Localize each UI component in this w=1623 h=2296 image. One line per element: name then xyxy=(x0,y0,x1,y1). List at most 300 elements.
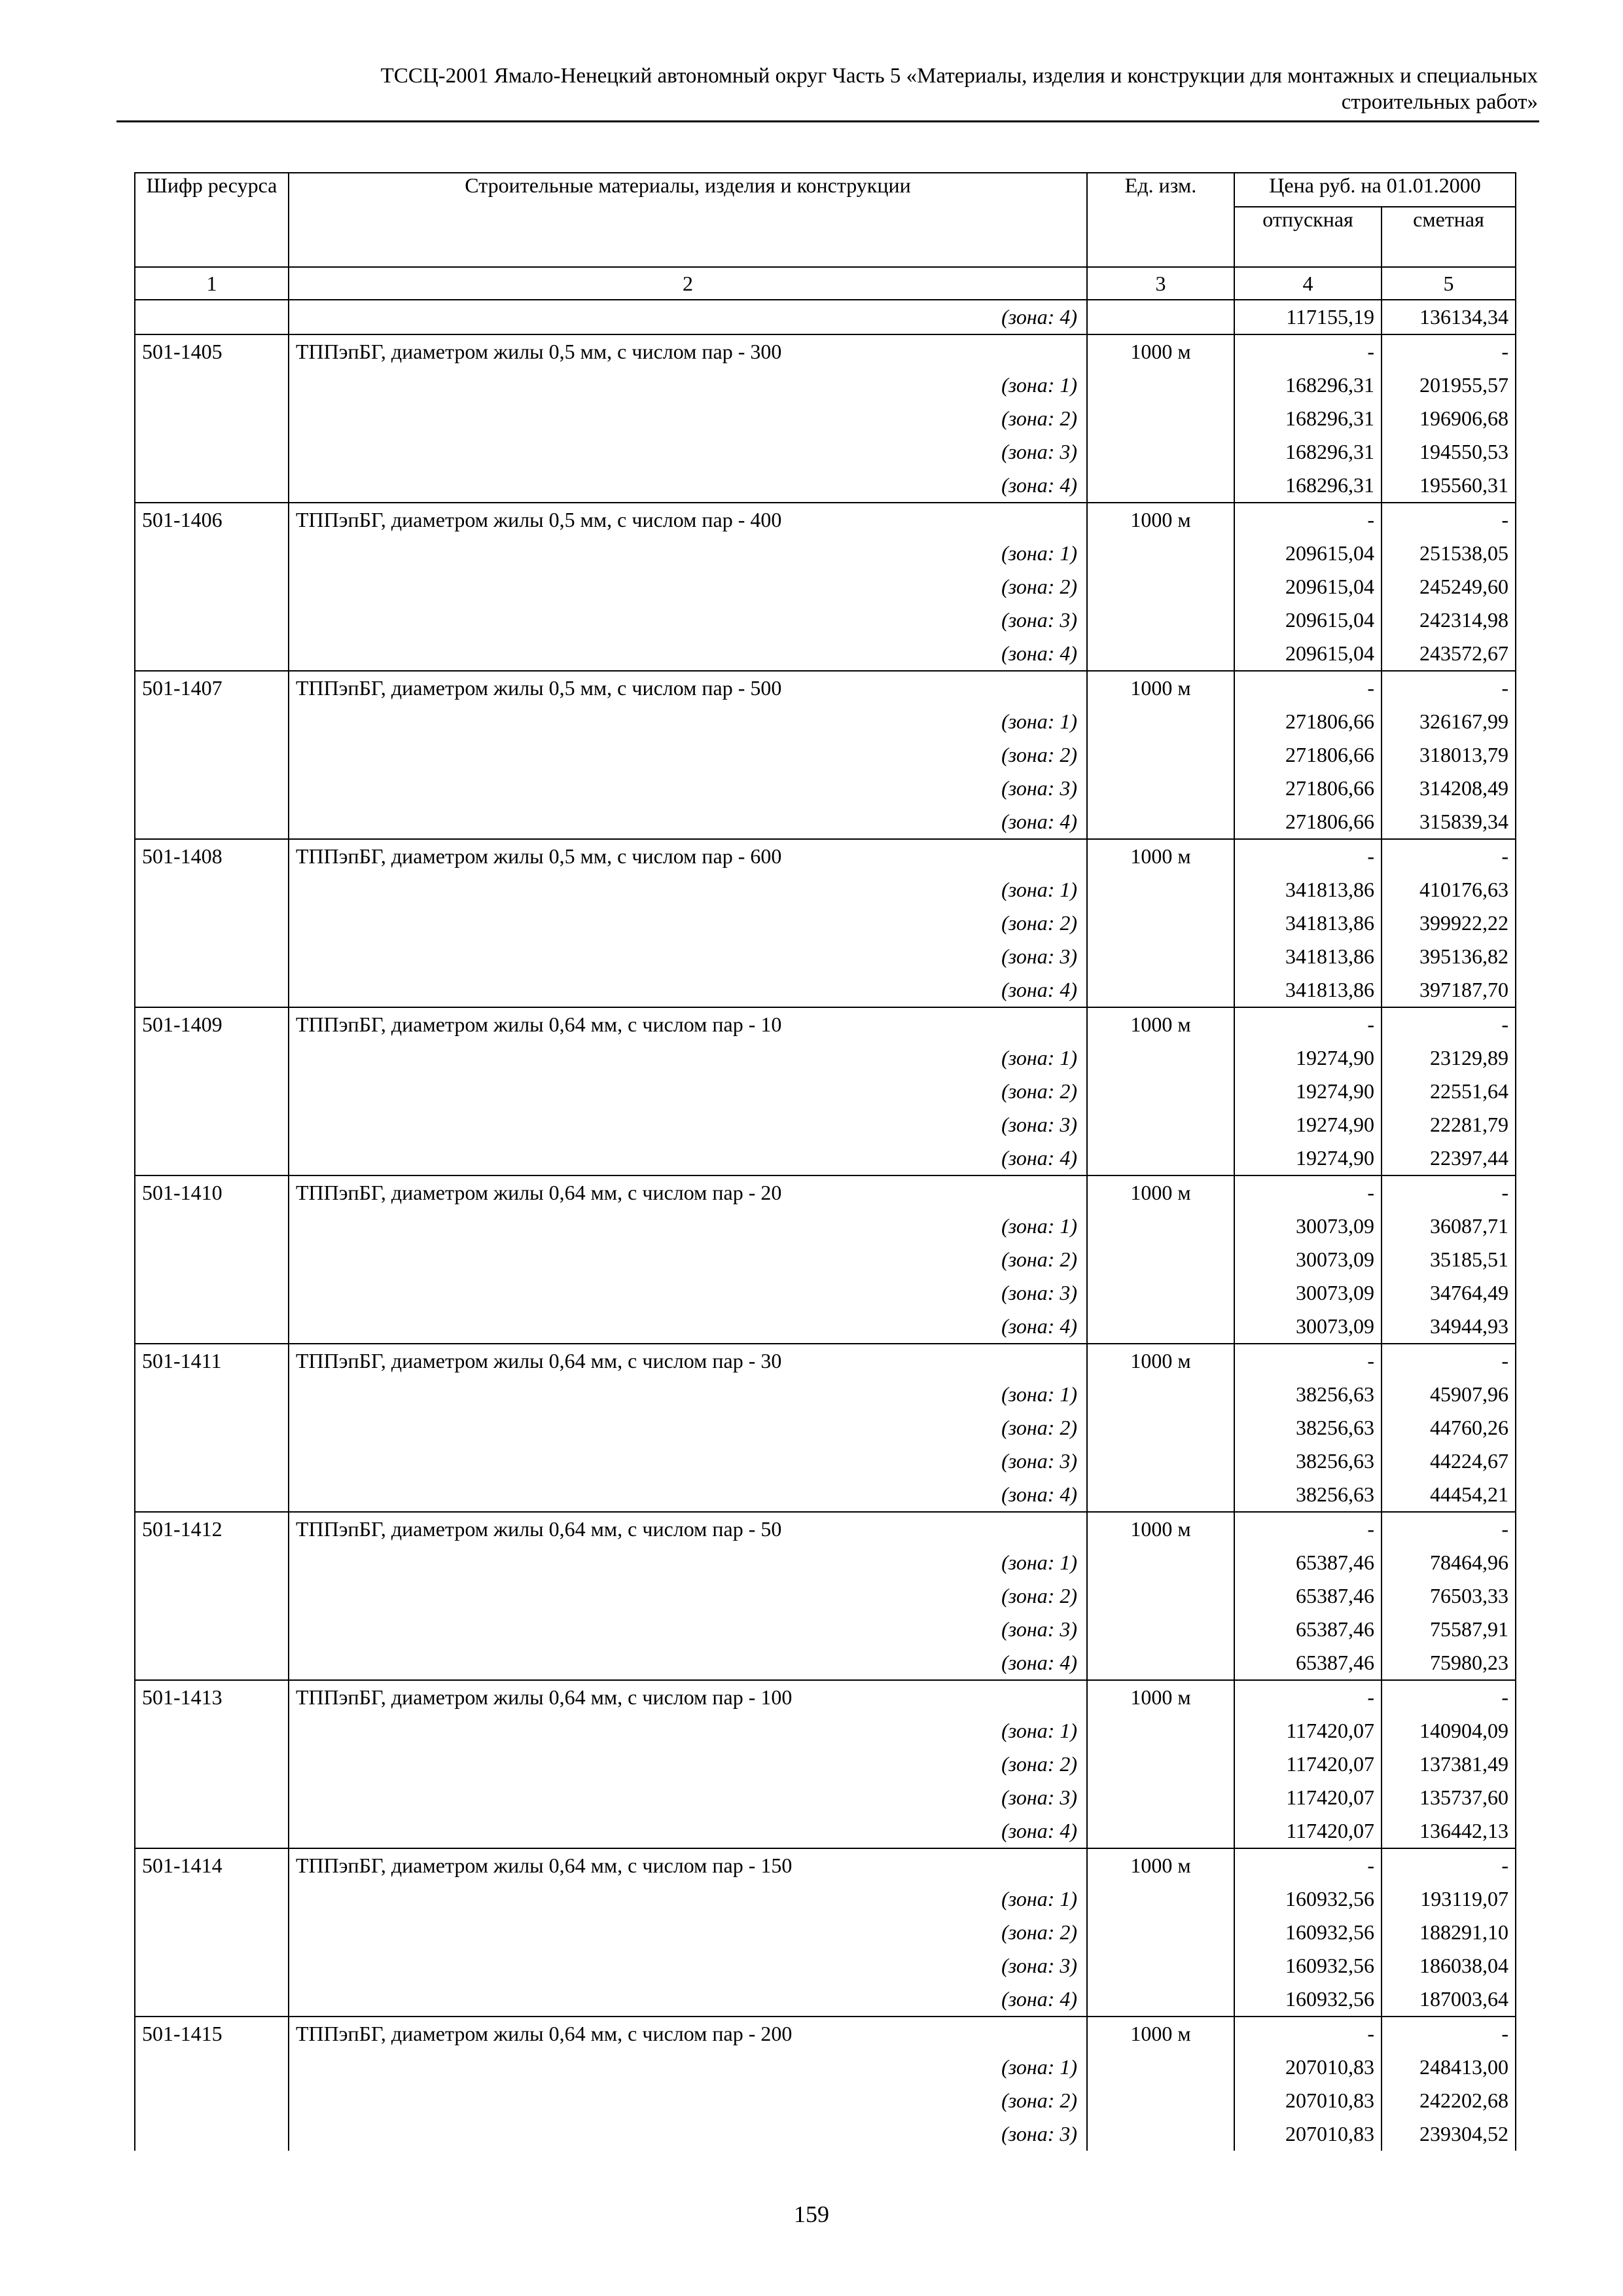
estimate-price: 314208,49 xyxy=(1382,772,1516,805)
zone-row xyxy=(135,1748,1516,1781)
zone-row xyxy=(135,603,1516,637)
unit-cell xyxy=(1087,1882,1234,1916)
code-cell xyxy=(135,906,289,940)
unit-cell: 1000 м xyxy=(1087,1512,1234,1546)
carryover-row xyxy=(135,300,1516,334)
estimate-price: - xyxy=(1382,1175,1516,1210)
table-row xyxy=(135,1680,1516,1714)
zone-row xyxy=(135,973,1516,1007)
release-price: 30073,09 xyxy=(1234,1276,1382,1310)
release-price: 209615,04 xyxy=(1234,603,1382,637)
estimate-price: 36087,71 xyxy=(1382,1210,1516,1243)
code-cell xyxy=(135,940,289,973)
zone-row xyxy=(135,805,1516,839)
unit-cell xyxy=(1087,435,1234,469)
material-name: ТППэпБГ, диаметром жилы 0,5 мм, с числом пар - 400 xyxy=(289,503,1087,537)
zone-row xyxy=(135,1411,1516,1444)
col-header-code: Шифр ресурса xyxy=(135,173,289,267)
unit-cell xyxy=(1087,1916,1234,1949)
zone-row xyxy=(135,1108,1516,1141)
estimate-price: 248413,00 xyxy=(1382,2051,1516,2084)
unit-cell xyxy=(1087,1108,1234,1141)
material-name: ТППэпБГ, диаметром жилы 0,5 мм, с числом пар - 600 xyxy=(289,839,1087,873)
code-cell xyxy=(135,1141,289,1175)
release-price: 271806,66 xyxy=(1234,805,1382,839)
code-cell xyxy=(135,873,289,906)
unit-cell xyxy=(1087,1276,1234,1310)
estimate-price: 242314,98 xyxy=(1382,603,1516,637)
zone-row xyxy=(135,1646,1516,1680)
table-row xyxy=(135,1007,1516,1041)
code-cell xyxy=(135,1949,289,1982)
zone-row xyxy=(135,906,1516,940)
zone-row xyxy=(135,469,1516,503)
table-row xyxy=(135,1344,1516,1378)
zone-label: (зона: 3) xyxy=(289,772,1087,805)
unit-cell xyxy=(1087,537,1234,570)
code-cell xyxy=(135,1276,289,1310)
release-price: 117155,19 xyxy=(1234,300,1382,334)
estimate-price: 75980,23 xyxy=(1382,1646,1516,1680)
col-header-estimate: сметная xyxy=(1382,207,1516,267)
code-cell xyxy=(135,1378,289,1411)
material-name: ТППэпБГ, диаметром жилы 0,5 мм, с числом пар - 300 xyxy=(289,334,1087,368)
estimate-price: 239304,52 xyxy=(1382,2117,1516,2151)
zone-label: (зона: 4) xyxy=(289,805,1087,839)
unit-cell xyxy=(1087,873,1234,906)
release-price: 207010,83 xyxy=(1234,2051,1382,2084)
header-rule xyxy=(116,120,1539,122)
estimate-price: 410176,63 xyxy=(1382,873,1516,906)
estimate-price: 326167,99 xyxy=(1382,705,1516,738)
resource-code: 501-1406 xyxy=(135,503,289,537)
unit-cell xyxy=(1087,603,1234,637)
estimate-price: 135737,60 xyxy=(1382,1781,1516,1814)
zone-row xyxy=(135,1882,1516,1916)
release-price: - xyxy=(1234,503,1382,537)
unit-cell xyxy=(1087,1982,1234,2017)
estimate-price: 243572,67 xyxy=(1382,637,1516,671)
code-cell xyxy=(135,1075,289,1108)
code-cell xyxy=(135,435,289,469)
estimate-price: - xyxy=(1382,2017,1516,2051)
estimate-price: - xyxy=(1382,1512,1516,1546)
unit-cell xyxy=(1087,1546,1234,1579)
unit-cell xyxy=(1087,1579,1234,1613)
release-price: 271806,66 xyxy=(1234,738,1382,772)
unit-cell xyxy=(1087,940,1234,973)
zone-label: (зона: 4) xyxy=(289,1478,1087,1512)
table-row xyxy=(135,671,1516,705)
code-cell xyxy=(135,1579,289,1613)
release-price: 19274,90 xyxy=(1234,1141,1382,1175)
zone-label: (зона: 2) xyxy=(289,1748,1087,1781)
unit-cell xyxy=(1087,2117,1234,2151)
zone-label: (зона: 1) xyxy=(289,2051,1087,2084)
code-cell xyxy=(135,1243,289,1276)
unit-cell xyxy=(1087,1781,1234,1814)
release-price: - xyxy=(1234,671,1382,705)
unit-cell xyxy=(1087,637,1234,671)
release-price: - xyxy=(1234,839,1382,873)
release-price: 168296,31 xyxy=(1234,368,1382,402)
zone-label: (зона: 2) xyxy=(289,1916,1087,1949)
estimate-price: 22551,64 xyxy=(1382,1075,1516,1108)
unit-cell xyxy=(1087,300,1234,334)
estimate-price: - xyxy=(1382,839,1516,873)
estimate-price: 44454,21 xyxy=(1382,1478,1516,1512)
zone-row xyxy=(135,1714,1516,1748)
estimate-price: 45907,96 xyxy=(1382,1378,1516,1411)
release-price: 209615,04 xyxy=(1234,570,1382,603)
resource-code: 501-1410 xyxy=(135,1175,289,1210)
zone-row xyxy=(135,1310,1516,1344)
code-cell xyxy=(135,570,289,603)
code-cell xyxy=(135,402,289,435)
table-row xyxy=(135,334,1516,368)
release-price: 19274,90 xyxy=(1234,1075,1382,1108)
estimate-price: 186038,04 xyxy=(1382,1949,1516,1982)
page-number: 159 xyxy=(794,2201,829,2227)
zone-row xyxy=(135,1210,1516,1243)
zone-row xyxy=(135,1814,1516,1848)
code-cell xyxy=(135,1411,289,1444)
zone-label: (зона: 1) xyxy=(289,1210,1087,1243)
release-price: 38256,63 xyxy=(1234,1378,1382,1411)
zone-label: (зона: 1) xyxy=(289,368,1087,402)
col-header-unit: Ед. изм. xyxy=(1087,173,1234,267)
table-row xyxy=(135,839,1516,873)
unit-cell xyxy=(1087,368,1234,402)
resource-code: 501-1407 xyxy=(135,671,289,705)
estimate-price: 140904,09 xyxy=(1382,1714,1516,1748)
release-price: 160932,56 xyxy=(1234,1916,1382,1949)
zone-label: (зона: 3) xyxy=(289,435,1087,469)
release-price: 168296,31 xyxy=(1234,435,1382,469)
unit-cell xyxy=(1087,705,1234,738)
material-name: ТППэпБГ, диаметром жилы 0,64 мм, с числом пар - 10 xyxy=(289,1007,1087,1041)
release-price: - xyxy=(1234,1512,1382,1546)
release-price: 19274,90 xyxy=(1234,1108,1382,1141)
material-name: ТППэпБГ, диаметром жилы 0,64 мм, с числом пар - 30 xyxy=(289,1344,1087,1378)
zone-label: (зона: 4) xyxy=(289,637,1087,671)
zone-label: (зона: 4) xyxy=(289,1646,1087,1680)
unit-cell xyxy=(1087,1814,1234,1848)
code-cell xyxy=(135,2084,289,2117)
unit-cell xyxy=(1087,1714,1234,1748)
zone-label: (зона: 4) xyxy=(289,973,1087,1007)
estimate-price: 35185,51 xyxy=(1382,1243,1516,1276)
zone-label: (зона: 4) xyxy=(289,1310,1087,1344)
estimate-price: 397187,70 xyxy=(1382,973,1516,1007)
release-price: 65387,46 xyxy=(1234,1546,1382,1579)
zone-row xyxy=(135,772,1516,805)
estimate-price: 196906,68 xyxy=(1382,402,1516,435)
zone-label: (зона: 1) xyxy=(289,1714,1087,1748)
zone-row xyxy=(135,1579,1516,1613)
code-cell xyxy=(135,973,289,1007)
zone-row xyxy=(135,1243,1516,1276)
release-price: 207010,83 xyxy=(1234,2117,1382,2151)
release-price: 207010,83 xyxy=(1234,2084,1382,2117)
code-cell xyxy=(135,1613,289,1646)
material-name: ТППэпБГ, диаметром жилы 0,64 мм, с числом пар - 20 xyxy=(289,1175,1087,1210)
unit-cell xyxy=(1087,1041,1234,1075)
zone-row xyxy=(135,1276,1516,1310)
unit-cell xyxy=(1087,1210,1234,1243)
release-price: 30073,09 xyxy=(1234,1310,1382,1344)
zone-row xyxy=(135,435,1516,469)
unit-cell xyxy=(1087,1444,1234,1478)
estimate-price: 22281,79 xyxy=(1382,1108,1516,1141)
estimate-price: 318013,79 xyxy=(1382,738,1516,772)
code-cell xyxy=(135,805,289,839)
code-cell xyxy=(135,738,289,772)
zone-label: (зона: 3) xyxy=(289,603,1087,637)
col-number: 1 xyxy=(135,267,289,300)
material-name: ТППэпБГ, диаметром жилы 0,64 мм, с числом пар - 100 xyxy=(289,1680,1087,1714)
release-price: 209615,04 xyxy=(1234,537,1382,570)
estimate-price: 251538,05 xyxy=(1382,537,1516,570)
code-cell xyxy=(135,368,289,402)
code-cell xyxy=(135,537,289,570)
unit-cell: 1000 м xyxy=(1087,1175,1234,1210)
estimate-price: - xyxy=(1382,334,1516,368)
resource-code: 501-1408 xyxy=(135,839,289,873)
zone-row xyxy=(135,1378,1516,1411)
zone-row xyxy=(135,2117,1516,2151)
zone-label: (зона: 3) xyxy=(289,1444,1087,1478)
zone-row xyxy=(135,940,1516,973)
unit-cell xyxy=(1087,1748,1234,1781)
table-row xyxy=(135,1175,1516,1210)
code-cell xyxy=(135,1108,289,1141)
release-price: 38256,63 xyxy=(1234,1478,1382,1512)
unit-cell: 1000 м xyxy=(1087,503,1234,537)
estimate-price: 201955,57 xyxy=(1382,368,1516,402)
unit-cell: 1000 м xyxy=(1087,839,1234,873)
release-price: 168296,31 xyxy=(1234,402,1382,435)
table-row xyxy=(135,503,1516,537)
zone-row xyxy=(135,1141,1516,1175)
unit-cell: 1000 м xyxy=(1087,1344,1234,1378)
estimate-price: 137381,49 xyxy=(1382,1748,1516,1781)
zone-label: (зона: 3) xyxy=(289,1108,1087,1141)
release-price: 65387,46 xyxy=(1234,1579,1382,1613)
zone-row xyxy=(135,368,1516,402)
zone-row xyxy=(135,1546,1516,1579)
code-cell xyxy=(135,469,289,503)
code-cell xyxy=(135,1916,289,1949)
zone-row xyxy=(135,1613,1516,1646)
unit-cell xyxy=(1087,402,1234,435)
table-row xyxy=(135,2017,1516,2051)
unit-cell: 1000 м xyxy=(1087,1007,1234,1041)
code-cell xyxy=(135,2051,289,2084)
zone-label: (зона: 3) xyxy=(289,1613,1087,1646)
estimate-price: 315839,34 xyxy=(1382,805,1516,839)
estimate-price: - xyxy=(1382,1848,1516,1882)
estimate-price: 44760,26 xyxy=(1382,1411,1516,1444)
estimate-price: 194550,53 xyxy=(1382,435,1516,469)
release-price: 38256,63 xyxy=(1234,1444,1382,1478)
unit-cell xyxy=(1087,1075,1234,1108)
release-price: 271806,66 xyxy=(1234,705,1382,738)
zone-row xyxy=(135,2051,1516,2084)
col-header-price-group: Цена руб. на 01.01.2000 xyxy=(1234,173,1516,207)
table-row xyxy=(135,1848,1516,1882)
zone-row xyxy=(135,402,1516,435)
unit-cell xyxy=(1087,1949,1234,1982)
unit-cell: 1000 м xyxy=(1087,1680,1234,1714)
code-cell xyxy=(135,1748,289,1781)
code-cell xyxy=(135,300,289,334)
col-header-name: Строительные материалы, изделия и конструкции xyxy=(289,173,1087,267)
release-price: 341813,86 xyxy=(1234,940,1382,973)
unit-cell xyxy=(1087,1411,1234,1444)
release-price: - xyxy=(1234,1175,1382,1210)
estimate-price: 136442,13 xyxy=(1382,1814,1516,1848)
unit-cell xyxy=(1087,2051,1234,2084)
zone-row xyxy=(135,1781,1516,1814)
material-name: ТППэпБГ, диаметром жилы 0,64 мм, с числом пар - 200 xyxy=(289,2017,1087,2051)
zone-row xyxy=(135,637,1516,671)
zone-label: (зона: 2) xyxy=(289,906,1087,940)
zone-label: (зона: 3) xyxy=(289,2117,1087,2151)
code-cell xyxy=(135,1444,289,1478)
unit-cell xyxy=(1087,2084,1234,2117)
col-number: 3 xyxy=(1087,267,1234,300)
code-cell xyxy=(135,637,289,671)
col-number: 5 xyxy=(1382,267,1516,300)
zone-label: (зона: 1) xyxy=(289,1882,1087,1916)
release-price: 160932,56 xyxy=(1234,1949,1382,1982)
release-price: 19274,90 xyxy=(1234,1041,1382,1075)
unit-cell xyxy=(1087,1478,1234,1512)
code-cell xyxy=(135,2117,289,2151)
code-cell xyxy=(135,1210,289,1243)
estimate-price: 76503,33 xyxy=(1382,1579,1516,1613)
zone-row xyxy=(135,1949,1516,1982)
zone-label: (зона: 1) xyxy=(289,873,1087,906)
unit-cell xyxy=(1087,805,1234,839)
zone-row xyxy=(135,1041,1516,1075)
estimate-price: 187003,64 xyxy=(1382,1982,1516,2017)
unit-cell xyxy=(1087,906,1234,940)
unit-cell xyxy=(1087,1141,1234,1175)
release-price: 341813,86 xyxy=(1234,973,1382,1007)
estimate-price: 75587,91 xyxy=(1382,1613,1516,1646)
unit-cell xyxy=(1087,738,1234,772)
release-price: - xyxy=(1234,1848,1382,1882)
code-cell xyxy=(135,1882,289,1916)
release-price: 168296,31 xyxy=(1234,469,1382,503)
resource-code: 501-1409 xyxy=(135,1007,289,1041)
estimate-price: - xyxy=(1382,503,1516,537)
release-price: - xyxy=(1234,2017,1382,2051)
release-price: 341813,86 xyxy=(1234,873,1382,906)
price-table xyxy=(134,172,1516,2151)
release-price: 271806,66 xyxy=(1234,772,1382,805)
unit-cell: 1000 м xyxy=(1087,334,1234,368)
release-price: 160932,56 xyxy=(1234,1882,1382,1916)
release-price: 341813,86 xyxy=(1234,906,1382,940)
table-row xyxy=(135,1512,1516,1546)
release-price: 160932,56 xyxy=(1234,1982,1382,2017)
col-number: 2 xyxy=(289,267,1087,300)
zone-label: (зона: 3) xyxy=(289,940,1087,973)
zone-label: (зона: 3) xyxy=(289,1949,1087,1982)
zone-row xyxy=(135,1982,1516,2017)
zone-label: (зона: 4) xyxy=(289,469,1087,503)
estimate-price: 245249,60 xyxy=(1382,570,1516,603)
estimate-price: 34944,93 xyxy=(1382,1310,1516,1344)
header-line-1: ТССЦ-2001 Ямало-Ненецкий автономный округ Часть 5 «Материалы, изделия и конструкции для монтажных и специальных xyxy=(380,64,1538,88)
resource-code: 501-1405 xyxy=(135,334,289,368)
header-line-2: строительных работ» xyxy=(1341,90,1538,114)
estimate-price: - xyxy=(1382,671,1516,705)
zone-label: (зона: 2) xyxy=(289,1075,1087,1108)
material-name: ТППэпБГ, диаметром жилы 0,64 мм, с числом пар - 150 xyxy=(289,1848,1087,1882)
code-cell xyxy=(135,772,289,805)
code-cell xyxy=(135,1310,289,1344)
release-price: 117420,07 xyxy=(1234,1714,1382,1748)
unit-cell xyxy=(1087,570,1234,603)
col-number: 4 xyxy=(1234,267,1382,300)
code-cell xyxy=(135,1714,289,1748)
code-cell xyxy=(135,1781,289,1814)
estimate-price: 242202,68 xyxy=(1382,2084,1516,2117)
code-cell xyxy=(135,1478,289,1512)
unit-cell xyxy=(1087,1613,1234,1646)
unit-cell: 1000 м xyxy=(1087,671,1234,705)
unit-cell: 1000 м xyxy=(1087,2017,1234,2051)
zone-label: (зона: 4) xyxy=(289,300,1087,334)
zone-label: (зона: 4) xyxy=(289,1982,1087,2017)
zone-row xyxy=(135,873,1516,906)
zone-label: (зона: 2) xyxy=(289,402,1087,435)
code-cell xyxy=(135,1982,289,2017)
estimate-price: - xyxy=(1382,1344,1516,1378)
resource-code: 501-1413 xyxy=(135,1680,289,1714)
estimate-price: - xyxy=(1382,1680,1516,1714)
zone-row xyxy=(135,738,1516,772)
unit-cell xyxy=(1087,1310,1234,1344)
unit-cell xyxy=(1087,1378,1234,1411)
zone-row xyxy=(135,1478,1516,1512)
estimate-price: 193119,07 xyxy=(1382,1882,1516,1916)
release-price: 117420,07 xyxy=(1234,1781,1382,1814)
release-price: - xyxy=(1234,334,1382,368)
code-cell xyxy=(135,1646,289,1680)
estimate-price: 22397,44 xyxy=(1382,1141,1516,1175)
release-price: 38256,63 xyxy=(1234,1411,1382,1444)
zone-label: (зона: 2) xyxy=(289,1579,1087,1613)
estimate-price: 44224,67 xyxy=(1382,1444,1516,1478)
zone-row xyxy=(135,1916,1516,1949)
release-price: 30073,09 xyxy=(1234,1243,1382,1276)
release-price: - xyxy=(1234,1344,1382,1378)
zone-label: (зона: 1) xyxy=(289,537,1087,570)
zone-row xyxy=(135,1444,1516,1478)
table-body xyxy=(135,300,1516,2151)
release-price: - xyxy=(1234,1680,1382,1714)
code-cell xyxy=(135,603,289,637)
page-header xyxy=(118,63,1538,115)
estimate-price: 195560,31 xyxy=(1382,469,1516,503)
unit-cell: 1000 м xyxy=(1087,1848,1234,1882)
zone-label: (зона: 2) xyxy=(289,2084,1087,2117)
